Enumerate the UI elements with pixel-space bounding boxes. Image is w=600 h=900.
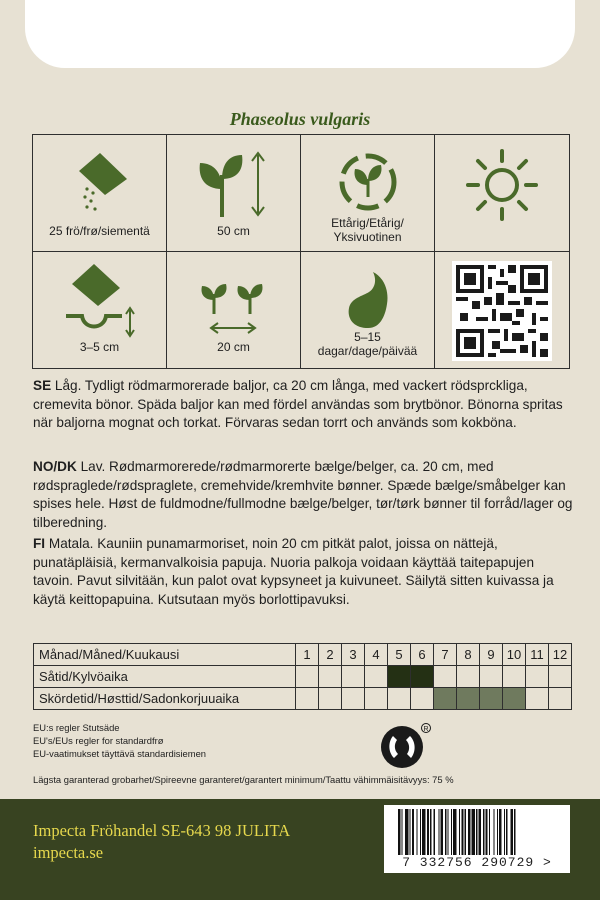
plant-height: 50 cm bbox=[217, 224, 250, 238]
harvest-month-cell bbox=[549, 688, 572, 710]
description-fi bbox=[33, 535, 573, 609]
sow-month-cell bbox=[342, 666, 365, 688]
green-dot-recycling-icon bbox=[380, 722, 432, 772]
lang-code-no-dk: NO/DK bbox=[33, 459, 77, 474]
plant-spacing-icon bbox=[194, 270, 274, 340]
sow-month-cell bbox=[457, 666, 480, 688]
harvest-label: Skördetid/Høsttid/Sadonkorjuuaika bbox=[34, 688, 296, 710]
harvest-month-cell bbox=[434, 688, 457, 710]
text-fi: Matala. Kauniin punamarmoriset, noin 20 cm pitkät palot, joissa on nättejä, punatäpläisiä, kermanvalkoisia papuja. Nuoria palkoja voidaan käyttää taitepapujen tavoin. Pavut silvitään, kun palot ovat kypsyneet ja kuivuneet. Säilytä sitten kuivassa ja käytä keittopapuina. Kutsutaan myös borlottipavuksi. bbox=[33, 536, 554, 607]
description-se bbox=[33, 377, 573, 433]
text-no-dk: Lav. Rødmarmorerede/rødmarmorerte bælge/belger, ca. 20 cm, med rødspraglede/rødspraglete, cremehvide/kremhvite bønner. Spæde bælge/småbelger kan spises hele. Høst de fuldmodne/fullmodne bælge/belger, tør/tørk bønner til forråd/lager og tilberedning. bbox=[33, 459, 573, 530]
calendar-header-label: Månad/Måned/Kuukausi bbox=[34, 644, 296, 666]
sowing-depth: 3–5 cm bbox=[79, 339, 120, 354]
sowing-depth-icon bbox=[60, 260, 140, 340]
harvest-month-cell bbox=[411, 688, 434, 710]
harvest-month-cell bbox=[296, 688, 319, 710]
qr-code-icon[interactable] bbox=[452, 261, 552, 361]
month-header-2: 2 bbox=[319, 644, 342, 666]
sow-month-cell bbox=[503, 666, 526, 688]
sow-month-cell bbox=[549, 666, 572, 688]
sow-month-cell bbox=[411, 666, 434, 688]
calendar-harvest-row bbox=[34, 688, 572, 710]
svg-text:R: R bbox=[423, 726, 429, 733]
sow-month-cell bbox=[480, 666, 503, 688]
lifecycle-line2: Yksivuotinen bbox=[333, 230, 402, 244]
sun-cell bbox=[435, 135, 569, 252]
sow-label: Såtid/Kylvöaika bbox=[34, 666, 296, 688]
harvest-month-cell bbox=[388, 688, 411, 710]
month-header-11: 11 bbox=[526, 644, 549, 666]
germination-sprout-icon bbox=[333, 262, 403, 332]
month-header-8: 8 bbox=[457, 644, 480, 666]
barcode bbox=[384, 805, 570, 873]
harvest-month-cell bbox=[319, 688, 342, 710]
month-header-9: 9 bbox=[480, 644, 503, 666]
plant-spacing: 20 cm bbox=[217, 339, 250, 354]
harvest-month-cell bbox=[365, 688, 388, 710]
calendar-header-row bbox=[34, 644, 572, 666]
month-header-4: 4 bbox=[365, 644, 388, 666]
month-header-3: 3 bbox=[342, 644, 365, 666]
harvest-month-cell bbox=[480, 688, 503, 710]
text-se: Låg. Tydligt rödmarmorerade baljor, ca 20 cm långa, med vackert rödsprckliga, cremevita bönor. Späda baljor kan med fördel användas som brytbönor. Bönorna spritas när baljorna mognat och torkat. Förvaras sedan torrt och används som kokböna. bbox=[33, 378, 563, 431]
icon-grid bbox=[32, 134, 570, 369]
month-header-5: 5 bbox=[388, 644, 411, 666]
month-header-6: 6 bbox=[411, 644, 434, 666]
seeds-count: 25 frö/frø/siementä bbox=[49, 224, 150, 238]
germination-unit: dagar/dage/päivää bbox=[317, 343, 418, 358]
height-cell bbox=[167, 135, 301, 252]
seed-packet-icon bbox=[65, 149, 135, 219]
sowing-calendar bbox=[33, 643, 572, 710]
spacing-cell bbox=[167, 252, 301, 369]
lang-code-se: SE bbox=[33, 378, 52, 393]
sow-month-cell bbox=[365, 666, 388, 688]
regulation-line2: EU's/EUs regler for standardfrø bbox=[33, 735, 164, 746]
sow-month-cell bbox=[434, 666, 457, 688]
description-no-dk bbox=[33, 458, 573, 532]
harvest-month-cell bbox=[457, 688, 480, 710]
company-address: Impecta Fröhandel SE-643 98 JULITA bbox=[33, 821, 291, 840]
sow-month-cell bbox=[296, 666, 319, 688]
month-header-1: 1 bbox=[296, 644, 319, 666]
company-website[interactable]: impecta.se bbox=[33, 843, 104, 862]
packet-flap bbox=[25, 0, 575, 68]
latin-name: Phaseolus vulgaris bbox=[229, 109, 371, 129]
sow-month-cell bbox=[388, 666, 411, 688]
germination-guarantee: Lägsta garanterad grobarhet/Spireevne garanteret/garantert minimum/Taattu vähimmäisitävyys: 75 % bbox=[33, 774, 454, 785]
month-header-12: 12 bbox=[549, 644, 572, 666]
plant-height-icon bbox=[194, 149, 274, 219]
lifecycle-line1: Ettårig/Etårig/ bbox=[331, 216, 404, 230]
regulation-line3: EU-vaatimukset täyttävä standardisiemen bbox=[33, 748, 206, 759]
lifecycle-cell bbox=[301, 135, 435, 252]
annual-cycle-icon bbox=[333, 147, 403, 217]
depth-cell bbox=[33, 252, 167, 369]
calendar-sow-row bbox=[34, 666, 572, 688]
sow-month-cell bbox=[319, 666, 342, 688]
sow-month-cell bbox=[526, 666, 549, 688]
qr-cell bbox=[435, 252, 569, 369]
month-header-7: 7 bbox=[434, 644, 457, 666]
full-sun-icon bbox=[462, 145, 542, 225]
seeds-cell bbox=[33, 135, 167, 252]
regulation-line1: EU:s regler Stutsäde bbox=[33, 722, 120, 733]
germination-days: 5–15 bbox=[354, 329, 381, 344]
lang-code-fi: FI bbox=[33, 536, 46, 551]
harvest-month-cell bbox=[526, 688, 549, 710]
harvest-month-cell bbox=[503, 688, 526, 710]
germination-cell bbox=[301, 252, 435, 369]
month-header-10: 10 bbox=[503, 644, 526, 666]
barcode-number: 7 332756 290729 > bbox=[384, 855, 570, 870]
harvest-month-cell bbox=[342, 688, 365, 710]
